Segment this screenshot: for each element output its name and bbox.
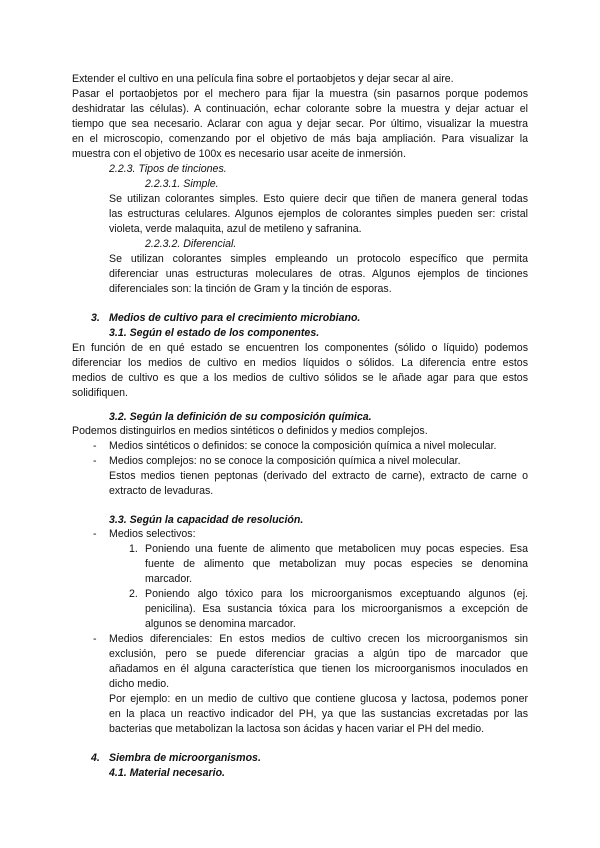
intro-paragraph-1: Extender el cultivo en una película fina sobre el portaobjetos y dejar secar al aire. (72, 73, 454, 85)
list-dash: - (93, 633, 97, 645)
s31-text-line: En función de en qué estado se encuentren los componentes (sólido o líquido) podemos (72, 342, 528, 354)
s31-text-line: diferenciar los medios de cultivo en medios líquidos o sólidos. La diferencia entre estos (72, 357, 528, 369)
intro-line: Pasar el portaobjetos por el mechero para fijar la muestra (sin pasarnos porque podemos (72, 88, 528, 100)
diferencial-text-line: diferenciales son: la tinción de Gram y la tinción de esporas. (109, 283, 392, 295)
section-4-number: 4. (91, 752, 100, 764)
s33-ejemplo-line: en la placa un reactivo indicador del PH, ya que las sustancias excretadas por las (109, 708, 528, 720)
intro-line: tiempo que sea necesario. Aclarar con agua y dejar secar. Por último, visualizar la muestra (72, 118, 528, 130)
intro-line: muestra con el objetivo de 100x es necesario usar aceite de inmersión. (72, 148, 406, 160)
s33-n2-line: penicilina). Esa sustancia tóxica para los microorganismos a excepción de (145, 603, 528, 615)
list-number-1: 1. (129, 543, 138, 555)
simple-text-line: Se utilizan colorantes simples. Esto quiere decir que tiñen de manera general todas (109, 193, 528, 205)
s31-text-line: solidifiquen. (72, 387, 128, 399)
s32-item-1: Medios sintéticos o definidos: se conoce la composición química a nivel molecular. (109, 440, 497, 452)
list-number-2: 2. (129, 588, 138, 600)
s33-diferenciales-line: dicho medio. (109, 678, 170, 690)
section-3-title: Medios de cultivo para el crecimiento microbiano. (109, 312, 361, 324)
section-4-title: Siembra de microorganismos. (109, 752, 261, 764)
list-dash: - (93, 528, 97, 540)
s33-ejemplo-line: Por ejemplo: en un medio de cultivo que contiene glucosa y lactosa, podemos poner (109, 693, 528, 705)
heading-2-2-3-2: 2.2.3.2. Diferencial. (145, 238, 237, 250)
heading-2-2-3: 2.2.3. Tipos de tinciones. (109, 163, 227, 175)
heading-3-2: 3.2. Según la definición de su composición química. (109, 411, 372, 423)
heading-4-1: 4.1. Material necesario. (109, 767, 226, 779)
s33-selectivos: Medios selectivos: (109, 528, 196, 540)
section-3-number: 3. (91, 312, 100, 324)
s33-n1-line: Poniendo una fuente de alimento que metabolicen muy pocas especies. Esa (145, 543, 528, 555)
s33-ejemplo-line: bacterias que metabolizan la lactosa son ácidas y hacen variar el PH del medio. (109, 723, 485, 735)
s31-text-line: medios de cultivo es que a los medios de cultivo sólidos se le añade agar para que estos (72, 372, 528, 384)
s32-item-2-extra: Estos medios tienen peptonas (derivado del extracto de carne), extracto de carne o (109, 470, 528, 482)
intro-line: en el microscopio, comenzando por el objetivo de más baja ampliación. Para visualizar la (72, 133, 528, 145)
simple-text-line: las estructuras celulares. Algunos ejemplos de colorantes simples pueden ser: cristal (109, 208, 528, 220)
heading-3-1: 3.1. Según el estado de los componentes. (109, 327, 320, 339)
heading-3-3: 3.3. Según la capacidad de resolución. (109, 514, 304, 526)
s33-diferenciales-line: exclusión, pero se puede diferenciar gracias a algún tipo de marcador que (109, 648, 528, 660)
intro-line: deshidratar las células). A continuación, echar colorante sobre la muestra y dejar actuar el (72, 103, 528, 115)
heading-2-2-3-1: 2.2.3.1. Simple. (145, 178, 219, 190)
list-dash: - (93, 455, 97, 467)
s33-diferenciales-line: Medios diferenciales: En estos medios de cultivo crecen los microorganismos sin (109, 633, 528, 645)
s33-n1-line: marcador. (145, 573, 193, 585)
diferencial-text-line: Se utilizan colorantes simples empleando un protocolo específico que permita (109, 253, 528, 265)
simple-text-line: violeta, verde malaquita, azul de metileno y safranina. (109, 223, 362, 235)
s32-item-2: Medios complejos: no se conoce la composición química a nivel molecular. (109, 455, 461, 467)
list-dash: - (93, 440, 97, 452)
s32-intro: Podemos distinguirlos en medios sintéticos o definidos y medios complejos. (72, 425, 428, 437)
diferencial-text-line: diferenciar unas estructuras moleculares de otras. Algunos ejemplos de tinciones (109, 268, 528, 280)
s33-n2-line: Poniendo algo tóxico para los microorganismos exceptuando algunos (ej. (145, 588, 528, 600)
s33-n2-line: algunos se denomina marcador. (145, 618, 296, 630)
s33-n1-line: fuente de alimento que metabolizan muy pocas especies se denomina (145, 558, 528, 570)
s33-diferenciales-line: añadamos en él alguna característica que tienen los microorganismos inoculados en (109, 663, 528, 675)
s32-item-2-extra: extracto de levaduras. (109, 485, 214, 497)
